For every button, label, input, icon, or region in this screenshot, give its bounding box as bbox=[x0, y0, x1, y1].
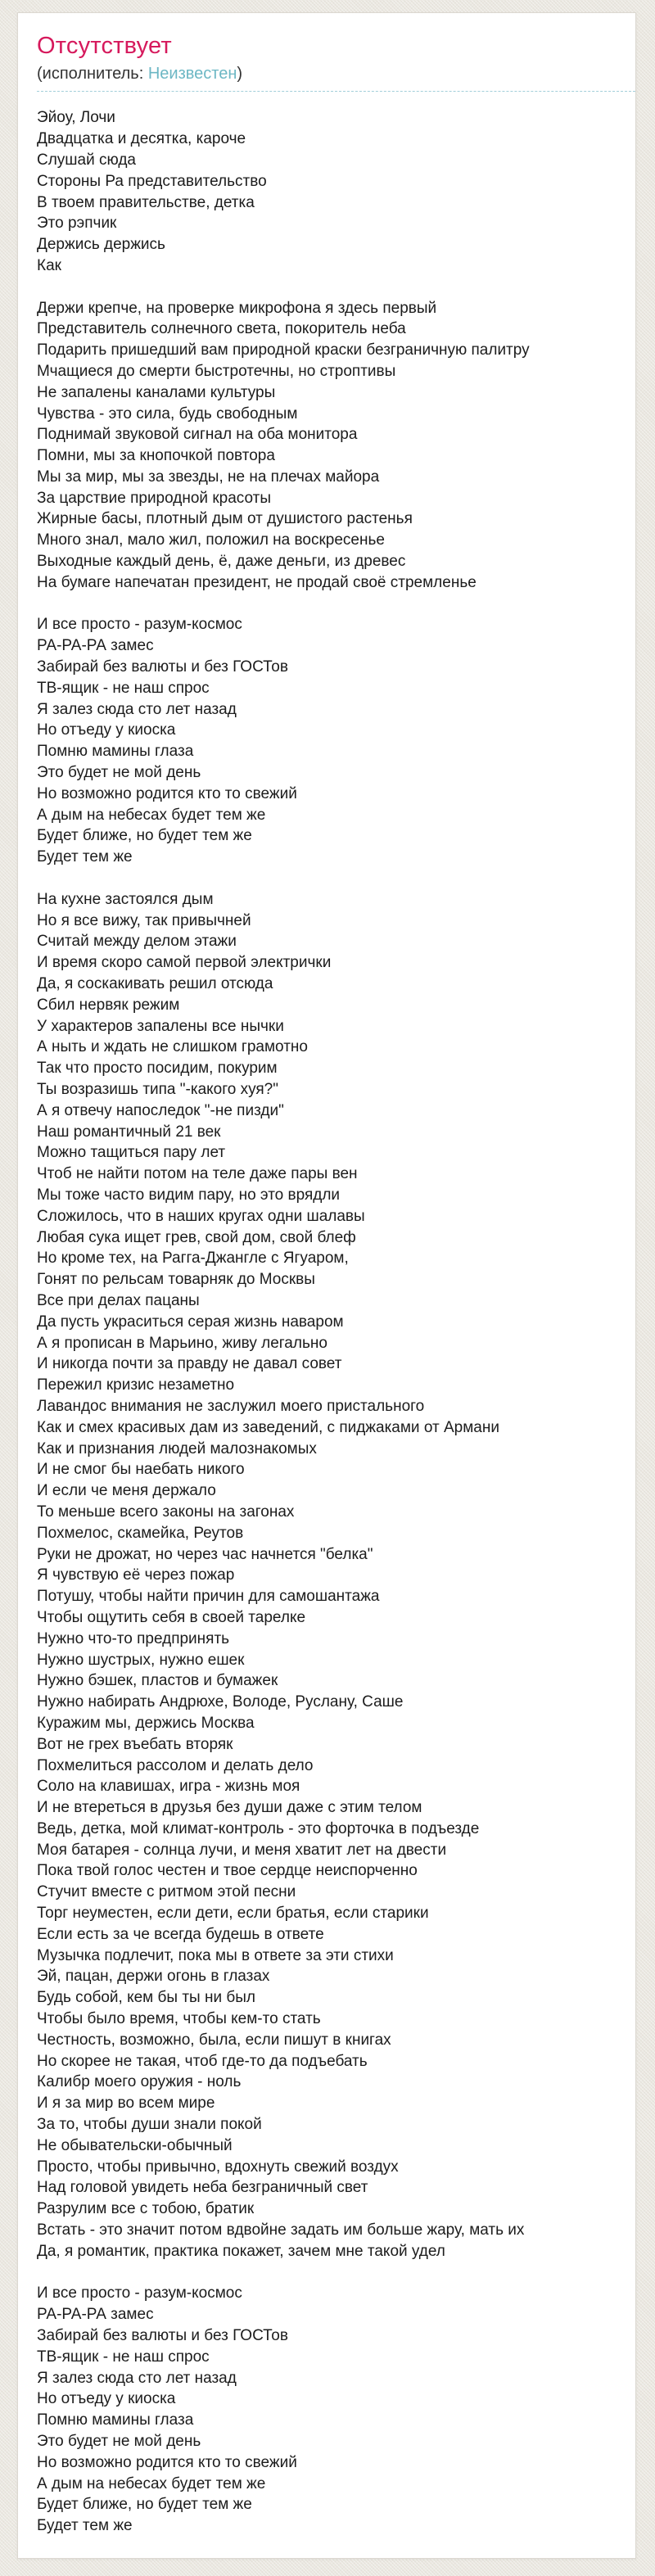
lyric-line: И не втереться в друзья без души даже с этим телом bbox=[37, 1799, 422, 1817]
artist-label-prefix: (исполнитель: bbox=[37, 65, 148, 84]
content-card bbox=[17, 12, 636, 2559]
lyric-line: Куражим мы, держись Москва bbox=[37, 1714, 255, 1732]
lyric-line: Стучит вместе с ритмом этой песни bbox=[37, 1883, 296, 1901]
lyric-line: У характеров запалены все нычки bbox=[37, 1017, 284, 1035]
lyric-line: Калибр моего оружия - ноль bbox=[37, 2073, 242, 2091]
lyric-line: Но возможно родится кто то свежий bbox=[37, 2453, 297, 2471]
lyric-line: Нужно шустрых, нужно ешек bbox=[37, 1651, 245, 1669]
lyric-line: Соло на клавишах, игра - жизнь моя bbox=[37, 1778, 300, 1796]
lyric-line: Держись держись bbox=[37, 236, 165, 254]
stanza bbox=[37, 107, 621, 276]
lyric-line: За царствие природной красоты bbox=[37, 489, 271, 507]
lyric-line: То меньше всего законы на загонах bbox=[37, 1503, 295, 1521]
lyric-line: Любая сука ищет грев, свой дом, свой блеф bbox=[37, 1228, 356, 1246]
stanza bbox=[37, 298, 621, 594]
lyric-line: Чувства - это сила, будь свободным bbox=[37, 404, 298, 423]
lyric-line: Просто, чтобы привычно, вдохнуть свежий воздух bbox=[37, 2158, 399, 2176]
lyric-line: Я чувствую её через пожар bbox=[37, 1566, 235, 1584]
lyric-line: Над головой увидеть неба безграничный свет bbox=[37, 2179, 368, 2197]
lyric-line: Подарить пришедший вам природной краски безграничную палитру bbox=[37, 341, 530, 359]
lyric-line: Пережил кризис незаметно bbox=[37, 1376, 235, 1394]
lyric-line: Как и признания людей малознакомых bbox=[37, 1439, 317, 1457]
lyric-line: Сбил нервяк режим bbox=[37, 996, 180, 1014]
lyric-line: Не запалены каналами культуры bbox=[37, 383, 276, 401]
lyric-line: ТВ-ящик - не наш спрос bbox=[37, 679, 210, 697]
lyric-line: Я залез сюда сто лет назад bbox=[37, 2369, 237, 2387]
lyrics bbox=[37, 107, 621, 2537]
lyric-line: Но отъеду у киоска bbox=[37, 721, 176, 739]
page-title: Отсутствует bbox=[37, 33, 172, 59]
lyric-line: Музычка подлечит, пока мы в ответе за эти стихи bbox=[37, 1946, 394, 1964]
lyric-line: Похмелиться рассолом и делать дело bbox=[37, 1756, 314, 1774]
lyric-line: Вот не грех въебать вторяк bbox=[37, 1735, 233, 1753]
lyric-line: Нужно бэшек, пластов и бумажек bbox=[37, 1672, 278, 1690]
lyric-line: Да, я романтик, практика покажет, зачем мне такой удел bbox=[37, 2242, 445, 2260]
lyric-line: Моя батарея - солнца лучи, и меня хватит лет на двести bbox=[37, 1841, 447, 1859]
lyric-line: Ведь, детка, мой климат-контроль - это форточка в подъезде bbox=[37, 1819, 480, 1837]
lyric-line: Ты возразишь типа "-какого хуя?" bbox=[37, 1081, 278, 1098]
lyric-line: Как и смех красивых дам из заведений, с пиджаками от Армани bbox=[37, 1418, 499, 1436]
artist-link[interactable]: Неизвестен bbox=[147, 65, 237, 84]
lyric-line: Нужно набирать Андрюхе, Володе, Руслану, Саше bbox=[37, 1693, 404, 1711]
lyric-line: А я отвечу напоследок "-не пизди" bbox=[37, 1101, 284, 1119]
lyric-line: И все просто - разум-космос bbox=[37, 616, 242, 634]
lyric-line: Забирай без валюты и без ГОСТов bbox=[37, 658, 288, 676]
lyric-line: Как bbox=[37, 256, 61, 274]
stanza bbox=[37, 2283, 621, 2537]
lyric-line: Можно тащиться пару лет bbox=[37, 1144, 226, 1162]
lyric-line: Это будет не мой день bbox=[37, 764, 201, 782]
lyric-line: Двадцатка и десятка, кароче bbox=[37, 130, 246, 148]
lyric-line: Будет ближе, но будет тем же bbox=[37, 2496, 252, 2514]
lyric-line: На кухне застоялся дым bbox=[37, 890, 214, 908]
lyric-line: Будет ближе, но будет тем же bbox=[37, 827, 252, 845]
lyric-line: Гонят по рельсам товарняк до Москвы bbox=[37, 1271, 315, 1289]
lyric-line: Чтобы было время, чтобы кем-то стать bbox=[37, 2010, 321, 2028]
lyric-line: Мы тоже часто видим пару, но это врядли bbox=[37, 1186, 341, 1204]
lyric-line: Будет тем же bbox=[37, 2517, 133, 2535]
lyric-line: За то, чтобы души знали покой bbox=[37, 2116, 262, 2134]
lyric-line: А дым на небесах будет тем же bbox=[37, 806, 266, 824]
stanza bbox=[37, 614, 621, 868]
lyric-line: Похмелос, скамейка, Реутов bbox=[37, 1524, 244, 1542]
lyric-line: Нужно что-то предпринять bbox=[37, 1629, 230, 1647]
lyric-line: Я залез сюда сто лет назад bbox=[37, 700, 237, 718]
lyric-line: Забирай без валюты и без ГОСТов bbox=[37, 2327, 288, 2345]
lyric-line: Так что просто посидим, покурим bbox=[37, 1060, 278, 1078]
lyric-line: Честность, возможно, была, если пишут в книгах bbox=[37, 2031, 391, 2049]
lyric-line: Выходные каждый день, ё, даже деньги, из древес bbox=[37, 553, 406, 571]
lyric-line: Мы за мир, мы за звезды, не на плечах майора bbox=[37, 468, 380, 486]
lyric-line: Но скорее не такая, чтоб где-то да подъебать bbox=[37, 2052, 368, 2070]
lyric-line: И никогда почти за правду не давал совет bbox=[37, 1355, 342, 1373]
lyric-line: Представитель солнечного света, покоритель неба bbox=[37, 320, 406, 338]
lyric-line: На бумаге напечатан президент, не продай своё стремленье bbox=[37, 573, 477, 591]
lyric-line: Помню мамины глаза bbox=[37, 2411, 194, 2429]
lyric-line: Да, я соскакивать решил отсюда bbox=[37, 975, 273, 993]
lyric-line: Все при делах пацаны bbox=[37, 1291, 200, 1309]
lyric-line: Разрулим все с тобою, братик bbox=[37, 2200, 255, 2218]
lyric-line: Но отъеду у киоска bbox=[37, 2390, 176, 2408]
lyric-line: Поднимай звуковой сигнал на оба монитора bbox=[37, 426, 358, 444]
lyric-line: А ныть и ждать не слишком грамотно bbox=[37, 1038, 308, 1056]
lyric-line: Лавандос внимания не заслужил моего пристального bbox=[37, 1397, 425, 1415]
lyric-line: Чтобы ощутить себя в своей тарелке bbox=[37, 1608, 306, 1626]
lyric-line: Торг неуместен, если дети, если братья, если старики bbox=[37, 1905, 429, 1923]
lyric-line: Стороны Ра представительство bbox=[37, 172, 267, 190]
lyric-line: Не обывательски-обычный bbox=[37, 2136, 233, 2154]
lyric-line: А я прописан в Марьино, живу легально bbox=[37, 1334, 328, 1352]
lyric-line: РА-РА-РА замес bbox=[37, 2306, 154, 2324]
lyric-line: Помню мамины глаза bbox=[37, 743, 194, 761]
lyric-line: Будет тем же bbox=[37, 848, 133, 866]
lyric-line: Считай между делом этажи bbox=[37, 933, 237, 951]
lyric-line: Чтоб не найти потом на теле даже пары вен bbox=[37, 1165, 358, 1183]
artist-label-suffix: ) bbox=[237, 65, 243, 84]
lyric-line: И если че меня держало bbox=[37, 1482, 216, 1500]
lyric-line: И не смог бы наебать никого bbox=[37, 1461, 245, 1479]
lyric-line: РА-РА-РА замес bbox=[37, 637, 154, 655]
lyric-line: Но возможно родится кто то свежий bbox=[37, 784, 297, 802]
lyric-line: Но я все вижу, так привычней bbox=[37, 911, 251, 929]
lyric-line: Если есть за че всегда будешь в ответе bbox=[37, 1925, 324, 1943]
lyric-line: Да пусть украситься серая жизнь наваром bbox=[37, 1313, 344, 1331]
lyric-line: Жирные басы, плотный дым от душистого растенья bbox=[37, 510, 413, 528]
lyric-line: И время скоро самой первой электрички bbox=[37, 954, 332, 972]
lyric-line: Слушай сюда bbox=[37, 151, 136, 169]
lyric-line: Сложилось, что в наших кругах одни шалавы bbox=[37, 1207, 365, 1225]
lyric-line: А дым на небесах будет тем же bbox=[37, 2474, 266, 2492]
lyric-line: Это будет не мой день bbox=[37, 2433, 201, 2450]
lyric-line: Пока твой голос честен и твое сердце неиспорченно bbox=[37, 1862, 418, 1880]
lyric-line: Потушу, чтобы найти причин для самошантажа bbox=[37, 1588, 380, 1606]
lyric-line: Держи крепче, на проверке микрофона я здесь первый bbox=[37, 299, 437, 317]
lyric-line: Будь собой, кем бы ты ни был bbox=[37, 1989, 255, 2007]
lyric-line: Встать - это значит потом вдвойне задать им больше жару, мать их bbox=[37, 2221, 525, 2239]
lyric-line: И я за мир во всем мире bbox=[37, 2095, 215, 2113]
artist-line bbox=[37, 63, 621, 84]
lyric-line: Помни, мы за кнопочкой повтора bbox=[37, 447, 275, 465]
lyric-line: В твоем правительстве, детка bbox=[37, 193, 255, 211]
lyric-line: И все просто - разум-космос bbox=[37, 2285, 242, 2303]
lyric-line: Руки не дрожат, но через час начнется "белка" bbox=[37, 1545, 373, 1563]
lyric-line: Но кроме тех, на Рагга-Джангле с Ягуаром, bbox=[37, 1250, 349, 1268]
lyric-line: Мчащиеся до смерти быстротечны, но строптивы bbox=[37, 362, 396, 380]
lyric-line: Эйоу, Лочи bbox=[37, 109, 115, 127]
lyric-line: Это рэпчик bbox=[37, 215, 117, 233]
stanza bbox=[37, 889, 621, 2262]
lyric-line: Много знал, мало жил, положил на воскресенье bbox=[37, 531, 385, 549]
song-header bbox=[37, 33, 635, 92]
lyric-line: ТВ-ящик - не наш спрос bbox=[37, 2348, 210, 2366]
lyric-line: Наш романтичный 21 век bbox=[37, 1123, 221, 1141]
lyric-line: Эй, пацан, держи огонь в глазах bbox=[37, 1968, 270, 1986]
